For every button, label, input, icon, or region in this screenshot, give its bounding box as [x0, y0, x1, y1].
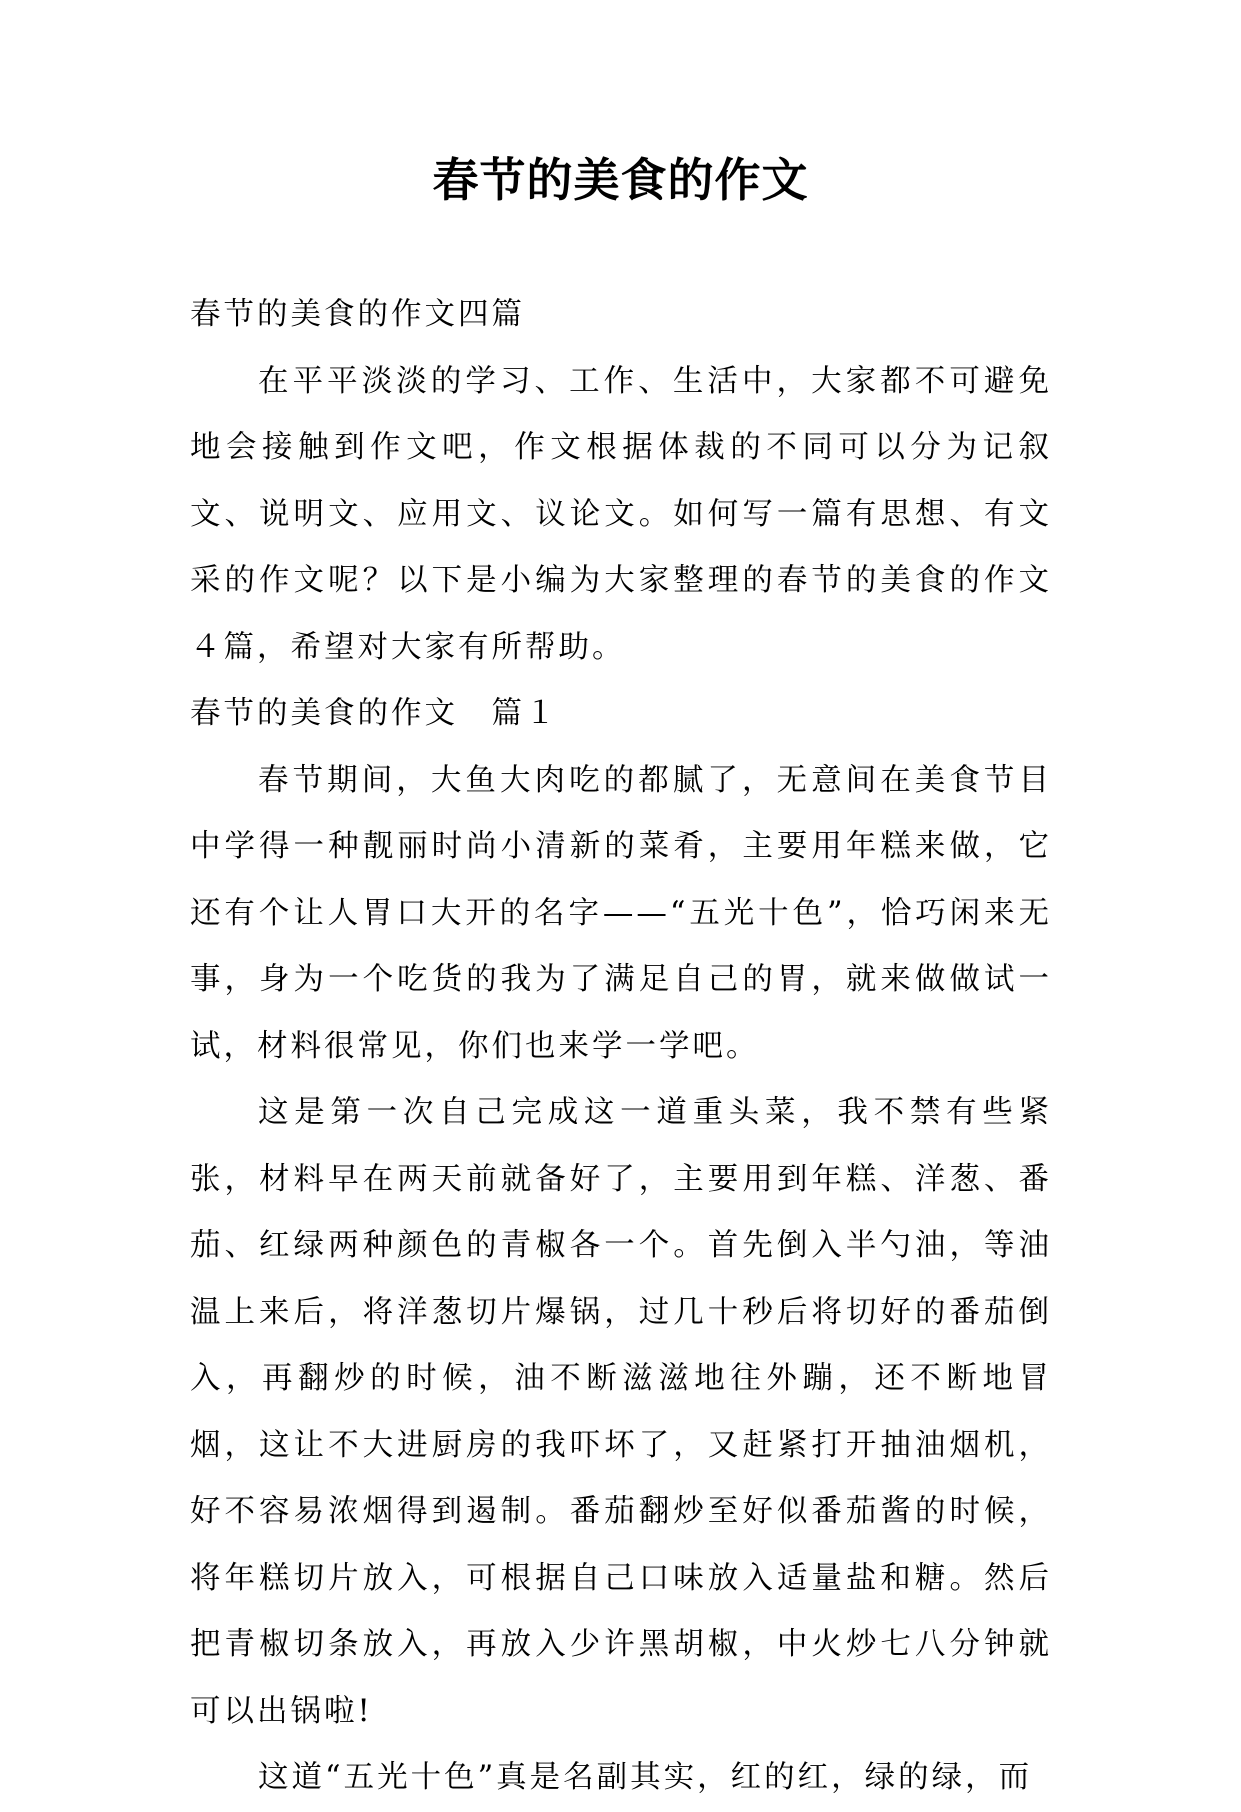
body-paragraph: 这道“五光十色”真是名副其实，红的红，绿的绿，而 [258, 1760, 1033, 1795]
intro-paragraph: 在平平淡淡的学习、工作、生活中，大家都不可避免地会接触到作文吧，作文根据体裁的不同可以分为记叙文、说明文、应用文、议论文。如何写一篇有思想、有文采的作文呢？以下是小编为大家整理的春节的美食的作文４篇，希望对大家有所帮助。 [190, 363, 1052, 665]
section-heading: 春节的美食的作文 篇１ [190, 696, 559, 731]
body-paragraph: 春节期间，大鱼大肉吃的都腻了，无意间在美食节目中学得一种靓丽时尚小清新的菜肴，主要用年糕来做，它还有个让人胃口大开的名字——“五光十色”，恰巧闲来无事，身为一个吃货的我为了满足自己的胃，就来做做试一试，材料很常见，你们也来学一学吧。 [190, 762, 1052, 1064]
document-subtitle: 春节的美食的作文四篇 [190, 297, 525, 332]
body-paragraph: 这是第一次自己完成这一道重头菜，我不禁有些紧张，材料早在两天前就备好了，主要用到年糕、洋葱、番茄、红绿两种颜色的青椒各一个。首先倒入半勺油，等油温上来后，将洋葱切片爆锅，过几十秒后将切好的番茄倒入，再翻炒的时候，油不断滋滋地往外蹦，还不断地冒烟，这让不大进厨房的我吓坏了，又赶紧打开抽油烟机，好不容易浓烟得到遏制。番茄翻炒至好似番茄酱的时候，将年糕切片放入，可根据自己口味放入适量盐和糖。然后把青椒切条放入，再放入少许黑胡椒，中火炒七八分钟就可以出锅啦! [190, 1095, 1052, 1729]
document-body [190, 282, 1052, 1812]
document-title: 春节的美食的作文 [432, 153, 809, 207]
